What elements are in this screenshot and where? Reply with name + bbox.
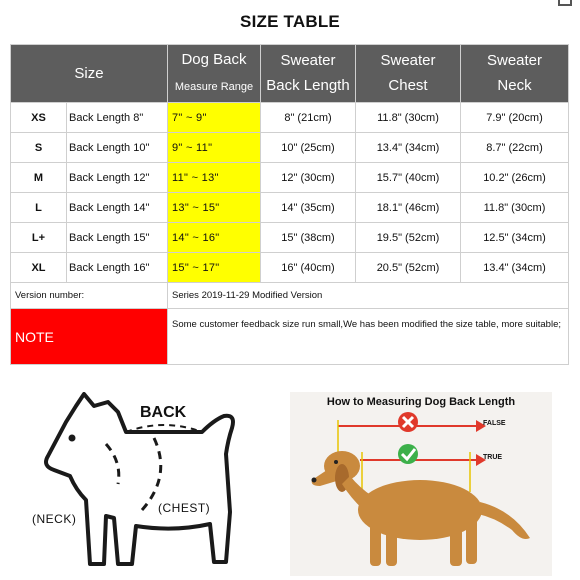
version-row bbox=[11, 283, 569, 309]
size-cell: L bbox=[11, 193, 67, 223]
chest-cell: 18.1" (46cm) bbox=[356, 193, 461, 223]
version-text: Series 2019-11-29 Modified Version bbox=[168, 283, 569, 309]
table-row bbox=[11, 223, 569, 253]
dog-eye-icon bbox=[69, 435, 76, 442]
back-length-cell: Back Length 15" bbox=[67, 223, 168, 253]
header-range-line1: Dog Back bbox=[181, 50, 247, 68]
note-label: NOTE bbox=[11, 309, 168, 365]
header-chest bbox=[356, 45, 461, 103]
table-row bbox=[11, 163, 569, 193]
note-row bbox=[11, 309, 569, 365]
chest-cell: 15.7" (40cm) bbox=[356, 163, 461, 193]
back-length-cell: Back Length 14" bbox=[67, 193, 168, 223]
header-size: Size bbox=[11, 45, 168, 103]
measuring-guide-illustration bbox=[290, 392, 552, 576]
neck-cell: 10.2" (26cm) bbox=[461, 163, 569, 193]
header-neck bbox=[461, 45, 569, 103]
size-table bbox=[10, 44, 569, 365]
header-back-length bbox=[261, 45, 356, 103]
chest-cell: 19.5" (52cm) bbox=[356, 223, 461, 253]
header-length-line2: Back Length bbox=[266, 76, 350, 94]
size-cell: L+ bbox=[11, 223, 67, 253]
header-neck-line1: Sweater bbox=[486, 51, 543, 69]
header-measure-range bbox=[168, 45, 261, 103]
table-row bbox=[11, 193, 569, 223]
header-chest-line1: Sweater bbox=[380, 51, 436, 69]
page-title: SIZE TABLE bbox=[240, 12, 340, 31]
dog-eye-icon bbox=[334, 460, 338, 464]
version-label: Version number: bbox=[11, 283, 168, 309]
table-row bbox=[11, 253, 569, 283]
back-length-cell: Back Length 10" bbox=[67, 133, 168, 163]
range-cell: 9" ~ 11" bbox=[168, 133, 261, 163]
length-cell: 12" (30cm) bbox=[261, 163, 356, 193]
table-row bbox=[11, 103, 569, 133]
header-neck-line2: Neck bbox=[497, 76, 532, 94]
chest-measure-line bbox=[142, 438, 161, 510]
false-label: FALSE bbox=[483, 420, 506, 427]
size-cell: XS bbox=[11, 103, 67, 133]
range-cell: 11" ~ 13" bbox=[168, 163, 261, 193]
range-cell: 13" ~ 15" bbox=[168, 193, 261, 223]
chest-cell: 11.8" (30cm) bbox=[356, 103, 461, 133]
table-header-row bbox=[11, 45, 569, 103]
header-range-line2: Measure Range bbox=[174, 80, 254, 93]
table-row bbox=[11, 133, 569, 163]
length-cell: 10" (25cm) bbox=[261, 133, 356, 163]
dog-nose-icon bbox=[312, 478, 317, 483]
neck-measure-line bbox=[106, 444, 119, 484]
header-chest-line2: Chest bbox=[388, 76, 428, 94]
size-cell: XL bbox=[11, 253, 67, 283]
back-label: BACK bbox=[140, 404, 187, 421]
range-cell: 15" ~ 17" bbox=[168, 253, 261, 283]
back-length-cell: Back Length 8" bbox=[67, 103, 168, 133]
length-cell: 14" (35cm) bbox=[261, 193, 356, 223]
chest-label: (CHEST) bbox=[158, 501, 211, 515]
neck-cell: 7.9" (20cm) bbox=[461, 103, 569, 133]
back-length-cell: Back Length 16" bbox=[67, 253, 168, 283]
neck-cell: 13.4" (34cm) bbox=[461, 253, 569, 283]
neck-cell: 8.7" (22cm) bbox=[461, 133, 569, 163]
range-cell: 14" ~ 16" bbox=[168, 223, 261, 253]
measuring-guide-panel bbox=[290, 392, 552, 576]
size-cell: M bbox=[11, 163, 67, 193]
neck-cell: 11.8" (30cm) bbox=[461, 193, 569, 223]
length-cell: 15" (38cm) bbox=[261, 223, 356, 253]
corner-decoration bbox=[558, 0, 572, 6]
true-label: TRUE bbox=[483, 454, 503, 461]
right-mark-icon bbox=[398, 444, 418, 464]
chest-cell: 13.4" (34cm) bbox=[356, 133, 461, 163]
length-cell: 8" (21cm) bbox=[261, 103, 356, 133]
length-cell: 16" (40cm) bbox=[261, 253, 356, 283]
size-cell: S bbox=[11, 133, 67, 163]
chest-cell: 20.5" (52cm) bbox=[356, 253, 461, 283]
neck-label: (NECK) bbox=[32, 512, 77, 526]
golden-retriever-icon bbox=[312, 451, 530, 566]
note-text: Some customer feedback size run small,We has been modified the size table, more suitable; bbox=[168, 309, 569, 365]
neck-cell: 12.5" (34cm) bbox=[461, 223, 569, 253]
header-length-line1: Sweater bbox=[280, 51, 336, 69]
back-length-cell: Back Length 12" bbox=[67, 163, 168, 193]
range-cell: 7" ~ 9" bbox=[168, 103, 261, 133]
measuring-guide-title: How to Measuring Dog Back Length bbox=[326, 396, 516, 408]
